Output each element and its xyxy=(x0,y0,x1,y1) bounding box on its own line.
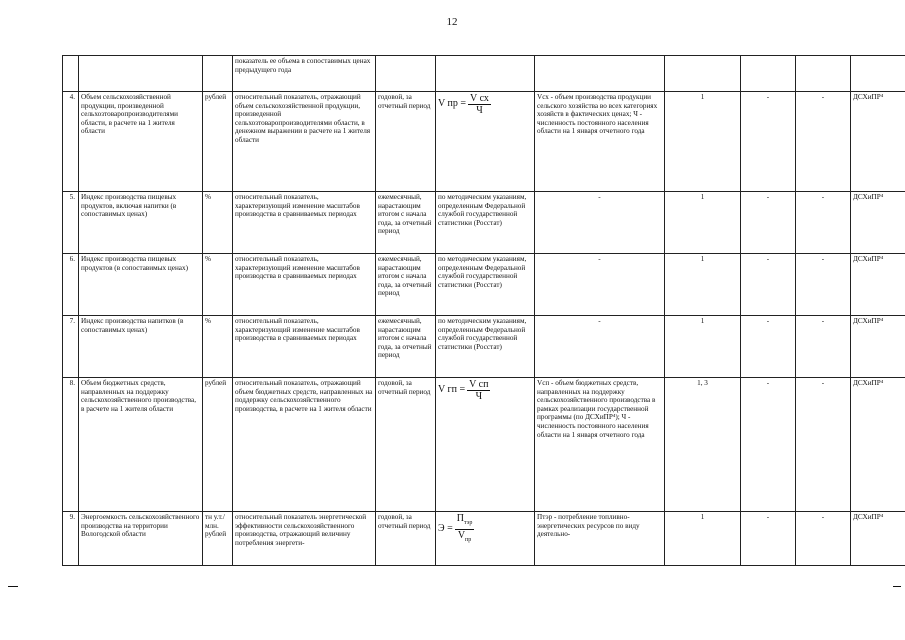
formula-lhs: V пр = xyxy=(438,98,467,110)
row-number: 8. xyxy=(63,378,79,512)
unit-cell: % xyxy=(203,316,233,378)
table-row xyxy=(63,56,905,92)
method-cell: 1 xyxy=(665,316,741,378)
definition-cell: показатель ее объема в сопоставимых ценах предыдущего года xyxy=(233,56,376,92)
formula xyxy=(438,379,532,402)
formula-numerator: $П_{тэр}$ xyxy=(455,513,475,530)
definition-cell: относительный показатель, характеризующий изменение масштабов производства в сравниваемых периодах xyxy=(233,254,376,316)
dash-cell: - xyxy=(796,254,851,316)
unit-cell: рублей xyxy=(203,378,233,512)
dash-cell: - xyxy=(741,92,796,192)
formula-denominator: Ч xyxy=(476,105,483,116)
method-cell: 1 xyxy=(665,192,741,254)
period-cell: годовой, за отчетный период xyxy=(376,378,436,512)
formula-denominator: $V_{пр}$ xyxy=(457,530,472,543)
table-row xyxy=(63,512,905,566)
method-text-cell: по методическим указаниям, определенным Федеральной службой государственной статистики (Росстат) xyxy=(436,254,535,316)
definition-cell: относительный показатель, характеризующий изменение масштабов производства в сравниваемых периодах xyxy=(233,316,376,378)
dash-cell: - xyxy=(796,378,851,512)
indicator-name: Индекс производства напитков (в сопоставимых ценах) xyxy=(79,316,203,378)
period-cell: годовой, за отчетный период xyxy=(376,512,436,566)
formula-lhs: V гп = xyxy=(438,384,466,396)
table-row xyxy=(63,378,905,512)
period-cell: годовой, за отчетный период xyxy=(376,92,436,192)
variables-cell: - xyxy=(535,192,665,254)
source-cell: ДСХиПР⁴ xyxy=(851,512,905,566)
method-text-cell: по методическим указаниям, определенным Федеральной службой государственной статистики (Росстат) xyxy=(436,192,535,254)
source-cell: ДСХиПР⁴ xyxy=(851,254,905,316)
source-cell: ДСХиПР⁴ xyxy=(851,378,905,512)
unit-cell: тн у.т./млн. рублей xyxy=(203,512,233,566)
table-row xyxy=(63,192,905,254)
definition-cell: относительный показатель, отражающий объем бюджетных средств, направленных на поддержку сельскохозяйственного производства, в расчете на 1 жителя области xyxy=(233,378,376,512)
source-cell: ДСХиПР⁴ xyxy=(851,92,905,192)
indicator-table xyxy=(62,55,905,566)
variables-cell: Vсп - объем бюджетных средств, направленных на поддержку сельскохозяйственного производства в рамках реализации государственной программы (по ДСХиПР⁴); Ч - численность постоянного населения области на 1 января отчетного года xyxy=(535,378,665,512)
dash-cell: - xyxy=(741,378,796,512)
formula-numerator: V сп xyxy=(469,379,489,390)
method-cell: 1, 3 xyxy=(665,378,741,512)
formula-cell xyxy=(436,512,535,566)
formula-cell xyxy=(436,92,535,192)
formula xyxy=(438,93,532,116)
formula-cell xyxy=(436,378,535,512)
variables-cell: Птэр - потребление топливно-энергетических ресурсов по виду деятельно- xyxy=(535,512,665,566)
page-number: 12 xyxy=(446,16,458,28)
dash-cell: - xyxy=(796,316,851,378)
formula-denominator: Ч xyxy=(475,391,483,402)
method-cell: 1 xyxy=(665,254,741,316)
formula-numerator: V сх xyxy=(470,93,489,104)
unit-cell: % xyxy=(203,254,233,316)
indicator-name: Индекс производства пищевых продуктов, включая напитки (в сопоставимых ценах) xyxy=(79,192,203,254)
dash-cell: - xyxy=(796,512,851,566)
source-cell: ДСХиПР⁴ xyxy=(851,316,905,378)
unit-cell: % xyxy=(203,192,233,254)
method-text-cell: по методическим указаниям, определенным Федеральной службой государственной статистики (Росстат) xyxy=(436,316,535,378)
dash-cell: - xyxy=(741,192,796,254)
dash-cell: - xyxy=(741,512,796,566)
unit-cell: рублей xyxy=(203,92,233,192)
period-cell: ежемесячный, нарастающим итогом с начала года, за отчетный период xyxy=(376,192,436,254)
row-number: 7. xyxy=(63,316,79,378)
method-cell: 1 xyxy=(665,92,741,192)
scan-mark xyxy=(893,586,901,587)
indicator-name: Объем бюджетных средств, направленных на поддержку сельскохозяйственного производства, в расчете на 1 жителя области xyxy=(79,378,203,512)
period-cell: ежемесячный, нарастающим итогом с начала года, за отчетный период xyxy=(376,316,436,378)
variables-cell: - xyxy=(535,254,665,316)
row-number: 4. xyxy=(63,92,79,192)
source-cell: ДСХиПР⁴ xyxy=(851,192,905,254)
definition-cell: относительный показатель, характеризующий изменение масштабов производства в сравниваемых периодах xyxy=(233,192,376,254)
table-row xyxy=(63,254,905,316)
definition-cell: относительный показатель, отражающий объем сельскохозяйственной продукции, произведенной сельхозтоваропроизводителями области, в денежном выражении в расчете на 1 жителя области xyxy=(233,92,376,192)
dash-cell: - xyxy=(796,92,851,192)
table-row xyxy=(63,316,905,378)
indicator-name: Объем сельскохозяйственной продукции, произведенной сельхозтоваропроизводителями области, в расчете на 1 жителя области xyxy=(79,92,203,192)
dash-cell: - xyxy=(741,316,796,378)
period-cell: ежемесячный, нарастающим итогом с начала года, за отчетный период xyxy=(376,254,436,316)
indicator-name: Индекс производства пищевых продуктов (в сопоставимых ценах) xyxy=(79,254,203,316)
row-number: 9. xyxy=(63,512,79,566)
table-row xyxy=(63,92,905,192)
method-cell: 1 xyxy=(665,512,741,566)
formula-lhs: Э = xyxy=(438,523,453,535)
row-number: 5. xyxy=(63,192,79,254)
definition-cell: относительный показатель энергетической эффективности сельскохозяйственного производства, отражающий величину потребления энергети- xyxy=(233,512,376,566)
indicator-name: Энергоемкость сельскохозяйственного производства на территории Вологодской области xyxy=(79,512,203,566)
dash-cell: - xyxy=(741,254,796,316)
scan-mark xyxy=(8,586,18,587)
variables-cell: - xyxy=(535,316,665,378)
dash-cell: - xyxy=(796,192,851,254)
variables-cell: Vсх - объем производства продукции сельского хозяйства во всех категориях хозяйств в фактических ценах; Ч - численность постоянного населения области на 1 января отчетного года xyxy=(535,92,665,192)
formula xyxy=(438,513,532,546)
row-number: 6. xyxy=(63,254,79,316)
